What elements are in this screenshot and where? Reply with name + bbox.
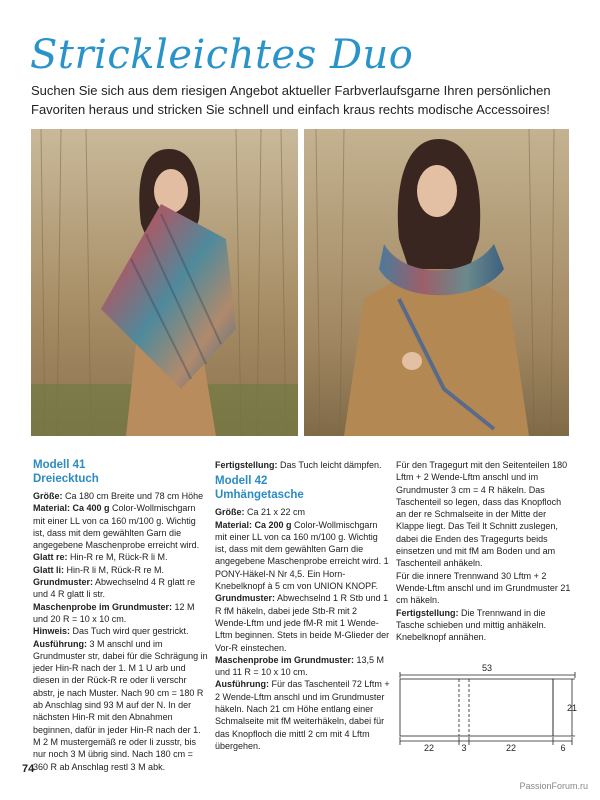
page-number: 74 — [22, 763, 35, 775]
paragraph: Fertigstellung: Das Tuch leicht dämpfen. — [215, 460, 382, 470]
paragraph: Ausführung: 3 M anschl und im Grundmuster str, dabei für die Schrägung in jeder Hin-R nach der 1. M 1 U arb und diesen in der Rück-R re oder li verschr abstr, je nach Muster. Nach 90 cm = 180 R ab Anschlag sind 93 M auf der N. In der nächsten Hin-R mit den Abnahmen beginnen, dafür in jeder Hin-R nach der 1. M 2 M mustergemäß re oder li zusstr, bis nur noch 3 M übrig sind. Nach 180 cm = 360 R ab Anschlag restl 3 M abk. — [33, 638, 208, 772]
diagram-label-bottom: 22 — [505, 743, 517, 753]
paragraph: Größe: Ca 21 x 22 cm — [215, 507, 306, 518]
intro-text: Suchen Sie sich aus dem riesigen Angebot aktueller Farbverlaufsgarne Ihren persönlichen Favoriten heraus und stricken Sie schnell und einfach kraus rechts modische Accessoires! — [31, 83, 551, 117]
watermark: PassionForum.ru — [519, 781, 588, 791]
model-41-dreiecktuch-photo — [31, 129, 298, 436]
paragraph: Glatt re: Hin-R re M, Rück-R li M. — [33, 552, 168, 563]
paragraph: Fertigstellung: Die Trennwand in die Tasche schieben und mittig anhäkeln. Knebelknopf annähen. — [396, 607, 547, 643]
diagram-label-right: 21 — [566, 703, 577, 713]
paragraph: Für die innere Trennwand 30 Lftm + 2 Wende-Lftm anschl und im Grundmuster 21 cm häkeln. — [396, 570, 571, 606]
paragraph: Hinweis: Das Tuch wird quer gestrickt. — [33, 626, 189, 637]
diagram-label-bottom: 3 — [461, 743, 467, 753]
paragraph: Maschenprobe im Grundmuster: 13,5 M und 11 R = 10 x 10 cm. — [215, 654, 385, 678]
bag-schematic-diagram — [397, 663, 580, 758]
modell-42-heading: Modell 42 — [215, 475, 268, 488]
modell-41-subheading: Dreiecktuch — [33, 472, 99, 485]
column-modell-42 — [215, 459, 390, 752]
page-title: Strickleichtes Duo — [30, 32, 414, 78]
model-42-umhaengetasche-photo — [304, 129, 569, 436]
diagram-label-bottom: 6 — [560, 743, 566, 753]
paragraph: Maschenprobe im Grundmuster: 12 M und 20 R = 10 x 10 cm. — [33, 601, 195, 624]
modell-41-heading: Modell 41 — [33, 459, 86, 471]
paragraph: Material: Ca 400 g Color-Wollmischgarn mit einer LL von ca 160 m/100 g. Wichtig ist, dass mit dem gewählten Garn die angegebene Maschenprobe erreicht wird. — [33, 503, 200, 551]
paragraph: Material: Ca 200 g Color-Wollmischgarn mit einer LL von ca 160 m/100 g. Wichtig ist, dass mit dem gewählten Garn die angegebene Maschenprobe erreicht wird. 1 PONY-Häkel-N Nr 4,5. Ein Horn-Knebelknopf à 5 cm von UNION KNOPF. — [215, 519, 389, 592]
paragraph: Größe: Ca 180 cm Breite und 78 cm Höhe — [33, 491, 204, 501]
paragraph: Ausführung: Für das Taschenteil 72 Lftm + 2 Wende-Lftm anschl und im Grundmuster häkeln. Nach 21 cm Höhe entlang einer Schmalseite mit fM weiterhäkeln, dabei für das Knopfloch die mittl 2 cm mit 4 Lftm übergehen. — [215, 679, 390, 751]
paragraph: Grundmuster: Abwechselnd 4 R glatt re und 4 R glatt li str. — [33, 577, 196, 600]
paragraph: Für den Tragegurt mit den Seitenteilen 180 Lftm + 2 Wende-Lftm anschl und im Grundmuster 3 cm = 4 R häkeln. Das Taschenteil so legen, dass das Knopfloch an der re Schmalseite in der Mitte der Klappe liegt. Das Teil lt Schnitt zuslegen, dabei die Enden des Tragegurts beids einsetzen und mit fM am Boden und am Taschenteil anhäkeln. — [396, 460, 568, 569]
diagram-label-top: 53 — [481, 663, 493, 673]
modell-42-subheading: Umhängetasche — [215, 488, 304, 501]
diagram-label-bottom: 22 — [423, 743, 435, 753]
column-modell-42-cont — [396, 459, 571, 643]
paragraph: Glatt li: Hin-R li M, Rück-R re M. — [33, 564, 165, 575]
column-modell-41 — [33, 459, 208, 773]
paragraph: Grundmuster: Abwechselnd 1 R Stb und 1 R fM häkeln, dabei jede Stb-R mit 2 Wende-Lftm und jede fM-R mit 1 Wende-Lftm beginnen. Stets in beide M-Glieder der Vor-R einstechen. — [215, 593, 390, 653]
